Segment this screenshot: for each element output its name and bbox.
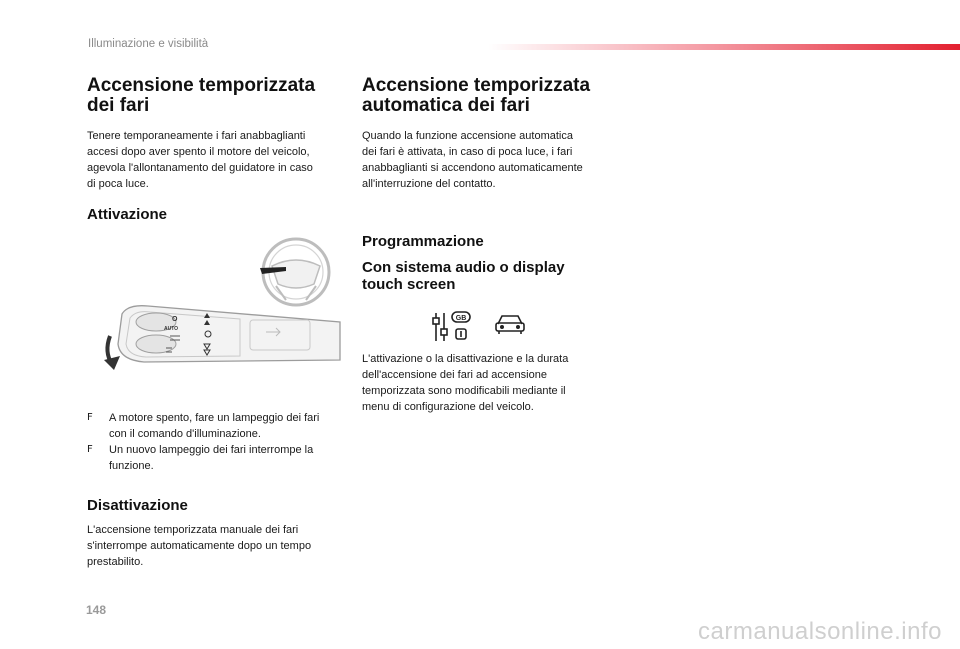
activation-steps <box>87 410 349 474</box>
list-item: F Un nuovo lampeggio dei fari interrompe la funzione. <box>87 444 314 472</box>
left-title-line-2: dei fari <box>87 95 150 116</box>
car-icon <box>494 312 526 336</box>
right-column <box>362 76 624 192</box>
language-badge: GB <box>455 315 467 322</box>
programming-text: L'attivazione o la disattivazione e la durata dell'accensione dei fari ad accensione temporizzata sono modificabili mediante il menu di configurazione del veicolo. <box>362 353 569 413</box>
left-intro-paragraph: Tenere temporaneamente i fari anabbaglianti accesi dopo aver spento il motore del veicolo, agevola l'allontanamento del guidatore in caso di poca luce. <box>87 130 313 190</box>
deactivation-section <box>87 497 349 570</box>
left-column <box>87 76 349 223</box>
right-intro-paragraph: Quando la funzione accensione automatica dei fari è attivata, in caso di poca luce, i fari anabbaglianti si accendono automaticamente all'interruzione del contatto. <box>362 130 583 190</box>
programming-subheading: Con sistema audio o display touch screen <box>362 259 565 293</box>
left-title <box>87 76 349 116</box>
right-title-line-2: automatica dei fari <box>362 95 530 116</box>
page-number: 148 <box>86 603 107 617</box>
header-accent-bar <box>488 44 960 50</box>
watermark: carmanualsonline.info <box>698 618 942 645</box>
programming-section <box>362 233 624 293</box>
programming-heading: Programmazione <box>362 233 484 250</box>
deactivation-heading: Disattivazione <box>87 497 188 514</box>
deactivation-paragraph: L'accensione temporizzata manuale dei fari s'interrompe automaticamente dopo un tempo prestabilito. <box>87 524 312 568</box>
left-title-line-1: Accensione temporizzata <box>87 75 316 96</box>
activation-heading: Attivazione <box>87 206 168 223</box>
settings-sliders-icon <box>430 309 474 345</box>
bullet-mark-icon: F <box>87 444 93 455</box>
bullet-mark-icon: F <box>87 412 93 423</box>
right-title <box>362 76 624 116</box>
stalk-label-auto: AUTO <box>164 326 179 332</box>
section-title: Illuminazione e visibilità <box>88 38 209 50</box>
stalk-label-o: O <box>172 316 178 323</box>
right-title-line-1: Accensione temporizzata <box>362 75 591 96</box>
light-stalk-illustration <box>100 236 345 376</box>
list-item: F A motore spento, fare un lampeggio dei fari con il comando d'illuminazione. <box>87 412 320 440</box>
stalk-icon <box>118 306 340 362</box>
